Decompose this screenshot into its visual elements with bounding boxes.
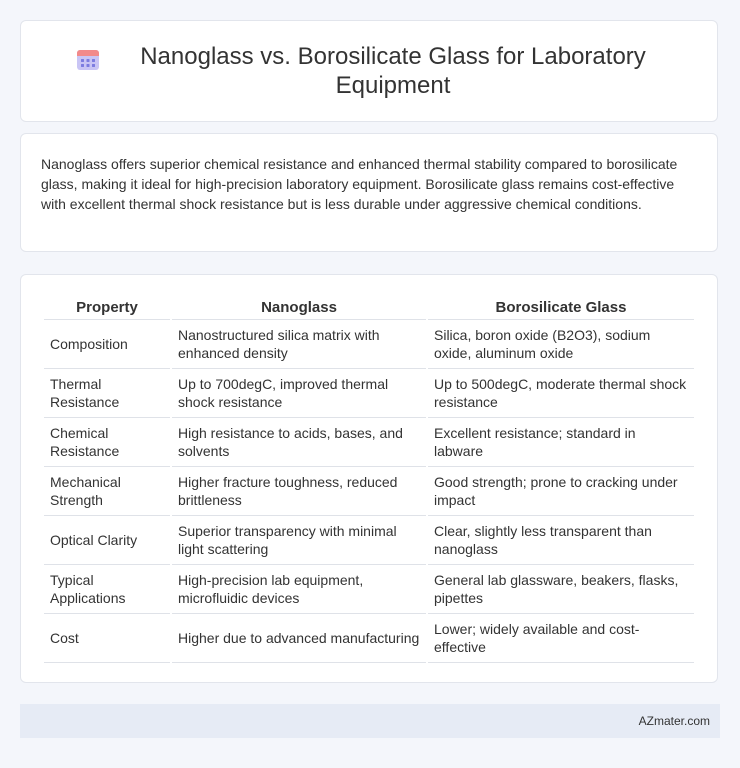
table-row bbox=[44, 418, 694, 467]
footer-brand[interactable]: AZmater.com bbox=[638, 714, 710, 728]
summary-text: Nanoglass offers superior chemical resistance and enhanced thermal stability compared to borosilicate glass, making it ideal for high-precision laboratory equipment. Borosilicate glass remains cost-effective with excellent thermal shock resistance but is less durable under aggressive chemical conditions. bbox=[41, 156, 678, 212]
nanoglass-cell: High-precision lab equipment, microfluidic devices bbox=[172, 565, 426, 614]
header-property: Property bbox=[44, 295, 170, 320]
table-row bbox=[44, 369, 694, 418]
nanoglass-cell: Nanostructured silica matrix with enhanced density bbox=[172, 320, 426, 369]
borosilicate-cell: Silica, boron oxide (B2O3), sodium oxide, aluminum oxide bbox=[428, 320, 694, 369]
table-row bbox=[44, 467, 694, 516]
nanoglass-cell: Higher fracture toughness, reduced brittleness bbox=[172, 467, 426, 516]
summary-card bbox=[20, 133, 718, 252]
property-cell: Composition bbox=[44, 320, 170, 369]
nanoglass-cell: Higher due to advanced manufacturing bbox=[172, 614, 426, 663]
property-cell: Thermal Resistance bbox=[44, 369, 170, 418]
borosilicate-cell: Clear, slightly less transparent than nanoglass bbox=[428, 516, 694, 565]
property-cell: Optical Clarity bbox=[44, 516, 170, 565]
header-borosilicate: Borosilicate Glass bbox=[428, 295, 694, 320]
title-card bbox=[20, 20, 718, 122]
comparison-table bbox=[42, 295, 696, 663]
header-nanoglass: Nanoglass bbox=[172, 295, 426, 320]
nanoglass-cell: Superior transparency with minimal light scattering bbox=[172, 516, 426, 565]
title-row bbox=[61, 42, 677, 100]
borosilicate-cell: Excellent resistance; standard in labware bbox=[428, 418, 694, 467]
borosilicate-cell: Lower; widely available and cost-effective bbox=[428, 614, 694, 663]
calendar-icon bbox=[75, 46, 101, 72]
table-row bbox=[44, 614, 694, 663]
borosilicate-cell: Up to 500degC, moderate thermal shock resistance bbox=[428, 369, 694, 418]
nanoglass-cell: Up to 700degC, improved thermal shock resistance bbox=[172, 369, 426, 418]
property-cell: Mechanical Strength bbox=[44, 467, 170, 516]
property-cell: Typical Applications bbox=[44, 565, 170, 614]
nanoglass-cell: High resistance to acids, bases, and solvents bbox=[172, 418, 426, 467]
borosilicate-cell: General lab glassware, beakers, flasks, pipettes bbox=[428, 565, 694, 614]
table-row bbox=[44, 565, 694, 614]
property-cell: Cost bbox=[44, 614, 170, 663]
table-row bbox=[44, 516, 694, 565]
table-header-row bbox=[44, 295, 694, 320]
comparison-card bbox=[20, 274, 718, 683]
table-row bbox=[44, 320, 694, 369]
property-cell: Chemical Resistance bbox=[44, 418, 170, 467]
footer bbox=[20, 704, 720, 738]
borosilicate-cell: Good strength; prone to cracking under impact bbox=[428, 467, 694, 516]
page-title: Nanoglass vs. Borosilicate Glass for Laboratory Equipment bbox=[140, 43, 646, 99]
